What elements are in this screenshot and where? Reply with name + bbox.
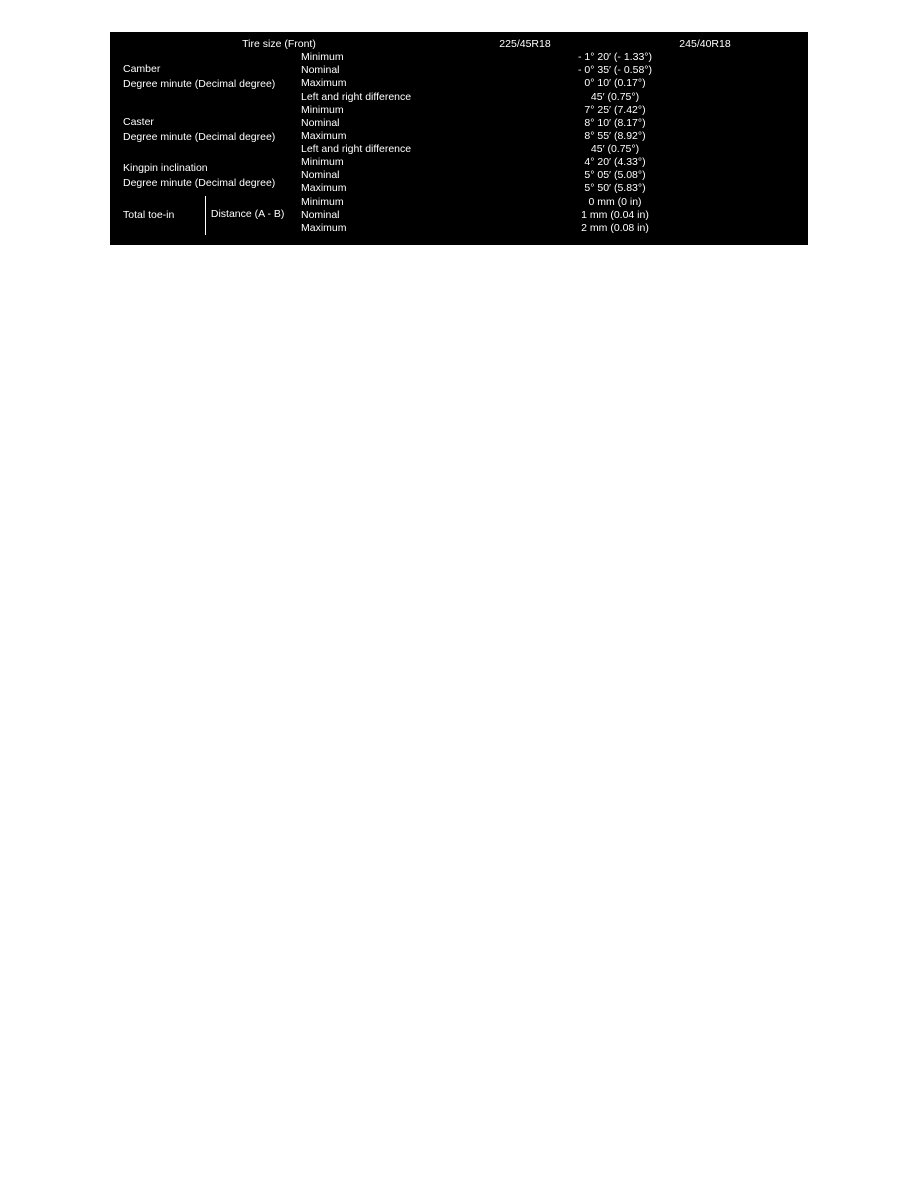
row-label-camber-left-right-difference: Left and right difference: [300, 90, 412, 103]
row-value-caster-nominal: 8° 10′ (8.17°): [584, 116, 646, 129]
group-label-line-2: Degree minute (Decimal degree): [122, 130, 276, 143]
row-value-camber-minimum: - 1° 20′ (- 1.33°): [578, 51, 652, 64]
group-label-line-1: Total toe-in: [122, 208, 175, 221]
sub-label-distance-a-b: Distance (A - B): [210, 208, 285, 221]
specification-table-panel: [110, 32, 808, 245]
group-label-line-2: Degree minute (Decimal degree): [122, 78, 276, 91]
sub-label-divider: [205, 196, 206, 235]
row-value-caster-left-right-difference: 45′ (0.75°): [590, 143, 640, 155]
header-tire-size-title: Tire size (Front): [242, 38, 316, 50]
row-label-camber-maximum: Maximum: [300, 77, 347, 90]
table-row: [123, 104, 795, 117]
header-column-2: 245/40R18: [679, 38, 731, 50]
group-label-camber: [123, 51, 301, 104]
row-value-kingpin-nominal: 5° 05′ (5.08°): [584, 169, 646, 182]
row-label-kingpin-nominal: Nominal: [300, 169, 340, 182]
row-value-camber-left-right-difference: 45′ (0.75°): [590, 90, 640, 103]
row-label-caster-nominal: Nominal: [300, 116, 340, 129]
group-label-caster: [123, 104, 301, 157]
group-label-line-2: Degree minute (Decimal degree): [122, 176, 276, 189]
row-value-total-toe-in-minimum: 0 mm (0 in): [588, 195, 642, 208]
group-label-kingpin-inclination: [123, 156, 301, 195]
group-label-line-1: Kingpin inclination: [122, 161, 208, 174]
row-label-caster-maximum: Maximum: [300, 129, 347, 142]
header-column-1: 225/45R18: [499, 38, 551, 50]
group-label-line-1: Caster: [122, 115, 154, 128]
row-value-total-toe-in-nominal: 1 mm (0.04 in): [581, 208, 649, 221]
row-value-kingpin-minimum: 4° 20′ (4.33°): [584, 156, 646, 169]
row-label-caster-minimum: Minimum: [300, 103, 344, 116]
row-value-caster-minimum: 7° 25′ (7.42°): [584, 103, 646, 116]
row-label-camber-minimum: Minimum: [300, 51, 344, 64]
group-label-line-1: Camber: [122, 63, 161, 76]
row-label-caster-left-right-difference: Left and right difference: [300, 143, 412, 155]
table-header-row: [123, 38, 795, 51]
group-label-total-toe-in: [123, 196, 301, 235]
row-value-kingpin-maximum: 5° 50′ (5.83°): [584, 182, 646, 195]
wheel-alignment-spec-table: [123, 38, 795, 235]
row-label-total-toe-in-nominal: Nominal: [300, 208, 340, 221]
row-value-total-toe-in-maximum: 2 mm (0.08 in): [581, 221, 649, 234]
row-label-kingpin-minimum: Minimum: [300, 156, 344, 169]
row-label-total-toe-in-minimum: Minimum: [300, 195, 344, 208]
row-label-camber-nominal: Nominal: [300, 64, 340, 77]
row-value-camber-nominal: - 0° 35′ (- 0.58°): [578, 64, 652, 77]
table-row: [123, 51, 795, 64]
table-row: [123, 196, 795, 209]
table-row: [123, 156, 795, 169]
row-value-caster-maximum: 8° 55′ (8.92°): [584, 129, 646, 142]
row-value-camber-maximum: 0° 10′ (0.17°): [584, 77, 646, 90]
row-label-total-toe-in-maximum: Maximum: [300, 221, 347, 234]
row-label-kingpin-maximum: Maximum: [300, 182, 347, 195]
